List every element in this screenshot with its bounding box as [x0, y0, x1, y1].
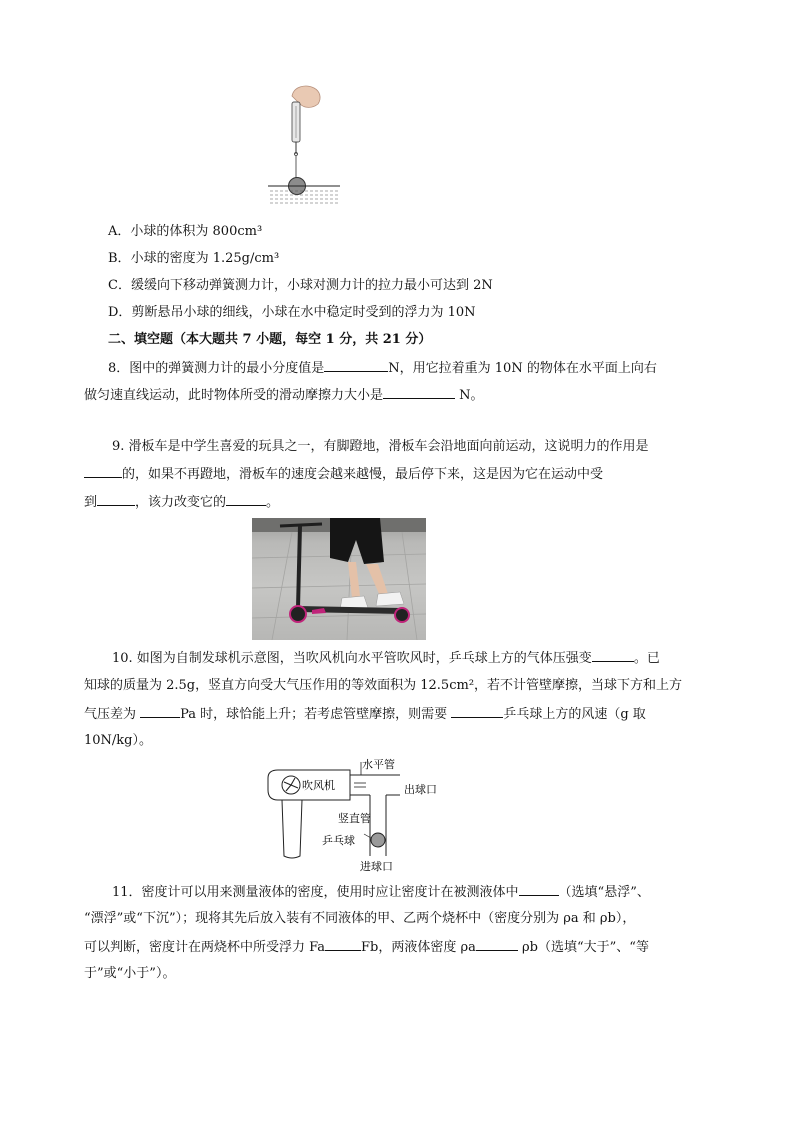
q10-blank-1 [592, 648, 634, 662]
q11-line4: 于”或“小于”）。 [84, 966, 176, 981]
q10-line1: 10. 如图为自制发球机示意图，当吹风机向水平管吹风时，乒乓球上方的气体压强变 。已 [112, 648, 660, 669]
label-ball-outlet: 出球口 [404, 783, 437, 796]
q10-line4: 10N/kg）。 [84, 733, 152, 748]
q9-line1: 9. 滑板车是中学生喜爱的玩具之一，有脚蹬地，滑板车会沿地面向前运动，这说明力的作用是 [112, 439, 649, 454]
q9-blank-2 [97, 492, 135, 506]
q11-blank-3 [476, 937, 518, 951]
q11-line3: 可以判断，密度计在两烧杯中所受浮力 Fa Fb，两液体密度 ρa ρb（选填“大于”、“等 [84, 937, 649, 958]
q9-line3: 到 ，该力改变它的 。 [84, 492, 279, 513]
q10-line3: 气压差为 Pa 时，球恰能上升；若考虑管壁摩擦，则需要 乒乓球上方的风速（g 取 [84, 704, 646, 725]
q8-line1: 8．图中的弹簧测力计的最小分度值是 N，用它拉着重为 10N 的物体在水平面上向右 [108, 358, 657, 379]
q10-blank-2 [140, 704, 180, 718]
ball-launcher-diagram [262, 756, 462, 876]
q9-line2: 的，如果不再蹬地，滑板车的速度会越来越慢，最后停下来，这是因为它在运动中受 [84, 464, 603, 485]
q8-blank-2 [383, 385, 455, 399]
label-ball-inlet: 进球口 [360, 860, 393, 873]
q9-blank-1 [84, 464, 122, 478]
option-b: B．小球的密度为 1.25g/cm³ [108, 251, 280, 266]
label-vertical-pipe: 竖直管 [338, 812, 371, 825]
option-d: D．剪断悬吊小球的细线，小球在水中稳定时受到的浮力为 10N [108, 305, 476, 320]
q8-line2: 做匀速直线运动，此时物体所受的滑动摩擦力大小是 N。 [84, 385, 484, 406]
ping-pong-ball [371, 833, 385, 847]
option-c: C．缓缓向下移动弹簧测力计，小球对测力计的拉力最小可达到 2N [108, 278, 493, 293]
q11-line1: 11．密度计可以用来测量液体的密度，使用时应让密度计在被测液体中 （选填“悬浮”、 [112, 882, 650, 903]
q10-blank-3 [451, 704, 503, 718]
option-a: A．小球的体积为 800cm³ [108, 224, 263, 239]
q11-blank-2 [325, 937, 361, 951]
q11-line2: “漂浮”或“下沉”）；现将其先后放入装有不同液体的甲、乙两个烧杯中（密度分别为 ρa 和 ρb）， [84, 911, 636, 926]
label-blower: 吹风机 [302, 779, 335, 792]
scooter-photo [252, 518, 426, 640]
section-heading: 二、填空题（本大题共 7 小题，每空 1 分，共 21 分） [108, 332, 432, 347]
q8-blank-1 [324, 358, 388, 372]
label-horizontal-pipe: 水平管 [362, 758, 395, 771]
spring-scale-figure [262, 82, 342, 212]
q9-blank-3 [226, 492, 266, 506]
label-ball: 乒乓球 [322, 834, 355, 847]
q10-line2: 知球的质量为 2.5g，竖直方向受大气压作用的等效面积为 12.5cm²，若不计管壁摩擦，当球下方和上方 [84, 678, 683, 693]
q11-blank-1 [519, 882, 559, 896]
blower-handle [282, 800, 302, 858]
